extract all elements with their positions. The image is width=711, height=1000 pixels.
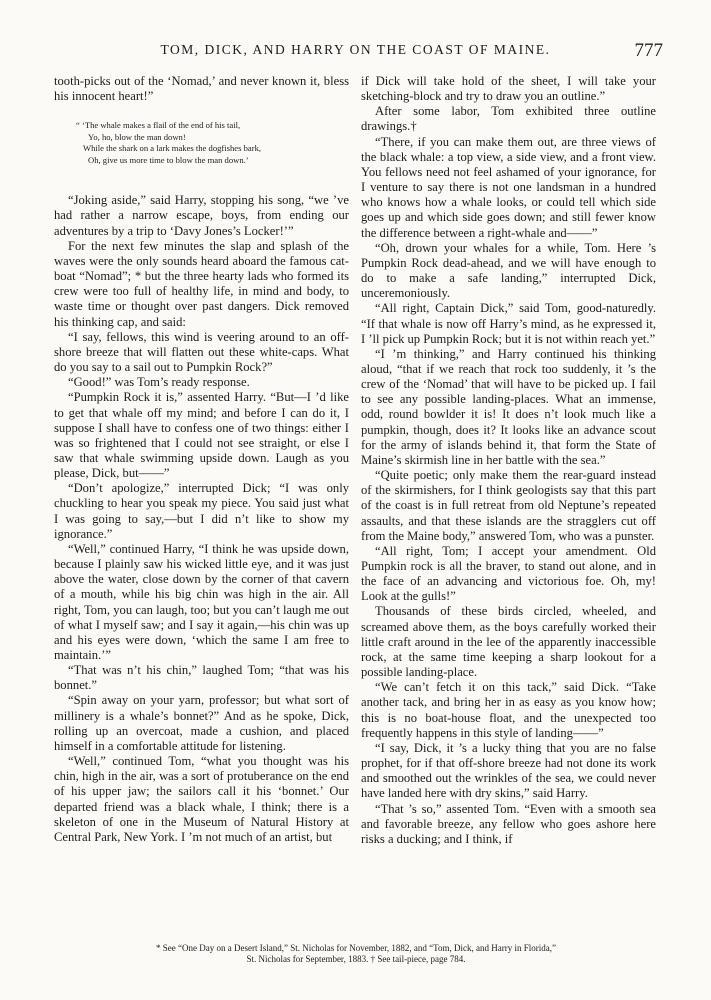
verse-line: While the shark on a lark makes the dogfishes bark, (83, 143, 262, 154)
paragraph: After some labor, Tom exhibited three outline drawings.† (361, 104, 656, 134)
verse-line: “ ‘The whale makes a flail of the end of his tail, (76, 120, 241, 131)
footnote-line: St. Nicholas for September, 1883. † See tail-piece, page 784. (246, 954, 466, 964)
paragraph: tooth-picks out of the ‘Nomad,’ and never known it, bless his innocent heart!” (54, 74, 349, 104)
paragraph: “Quite poetic; only make them the rear-guard instead of the skirmishers, for I think geologists say that this part of the coast is in full retreat from old Neptune’s repeated assaults, and that these islands are the stragglers cut off from the Maine body,” answered Tom, who was a punster. (361, 468, 656, 543)
song-verse (76, 120, 349, 166)
paragraph: “I ’m thinking,” and Harry continued his thinking aloud, “that if we reach that rock too suddenly, it ’s the crew of the ‘Nomad’ that will have to be picked up. I fail to see any possible landing-places. What an immense, odd, round bowlder it is! It does n’t look much like a pumpkin, though, does it? It looks like an advance scout for the army of islands behind it, that form the State of Maine’s skirmish line in her battle with the sea.” (361, 346, 656, 467)
paragraph: Thousands of these birds circled, wheeled, and screamed above them, as the boys carefully worked their little craft around in the lee of the apparently inaccessible rock, at the same time keeping a sharp lookout for a possible landing-place. (361, 604, 656, 680)
paragraph: “That ’s so,” assented Tom. “Even with a smooth sea and favorable breeze, any fellow who goes ashore here risks a ducking; and I think, if (361, 801, 656, 846)
paragraph: “We can’t fetch it on this tack,” said Dick. “Take another tack, and bring her in as easy as you know how; this is no boat-house float, and the unexpected too frequently happens in this style of landing——” (361, 680, 656, 740)
paragraph: For the next few minutes the slap and splash of the waves were the only sounds heard aboard the famous cat-boat “Nomad”; * but the three hearty lads who formed its crew were too full of healthy life, in mind and body, to waste time or thought over past dangers. Dick removed his thinking cap, and said: (54, 238, 349, 329)
paragraph: “Pumpkin Rock it is,” assented Harry. “But—I ’d like to get that whale off my mind; and before I can do it, I suppose I shall have to confess one of two things: either I was so frightened that I could not see straight, or else I saw that whale swimming upside down. Laugh as you please, Dick, but——” (54, 390, 349, 481)
footnotes (54, 943, 658, 965)
paragraph: “There, if you can make them out, are three views of the black whale: a top view, a side view, and a front view. You fellows need not feel ashamed of your ignorance, for I venture to say there is not one landsman in a hundred who knows how a whale looks, or could tell which side goes up and which side goes down; and still fewer know the difference between a right-whale and——” (361, 134, 656, 240)
paragraph: “Well,” continued Tom, “what you thought was his chin, high in the air, was a sort of protuberance on the end of his upper jaw; the sailors call it his ‘bonnet.’ Our departed friend was a black whale, I think; there is a skeleton of one in the Museum of Natural History at Central Park, New York. I ’m not much of an artist, but (54, 754, 349, 844)
paragraph: “Spin away on your yarn, professor; but what sort of millinery is a whale’s bonnet?” And as he spoke, Dick, rolling up an overcoat, made a cushion, and placed himself in a comfortable attitude for listening. (54, 693, 349, 753)
paragraph: “All right, Tom; I accept your amendment. Old Pumpkin rock is all the braver, to stand out alone, and in the face of an advancing and victorious foe. Oh, my! Look at the gulls!” (361, 543, 656, 604)
paragraph: “That was n’t his chin,” laughed Tom; “that was his bonnet.” (54, 663, 349, 693)
paragraph: “Well,” continued Harry, “I think he was upside down, because I plainly saw his wicked little eye, and it was just above the water, close down by the corner of that cavern of a mouth, while his big chin was high in the air. All right, Tom, you can laugh, too; but you can’t laugh me out of what I myself saw; and I say it again,—his chin was up and his eyes were down, ‘which the same I am free to maintain.’” (54, 541, 349, 662)
page-number: 777 (634, 40, 663, 61)
page-header (0, 40, 711, 70)
verse-line: Yo, ho, blow the man down! (88, 131, 186, 142)
paragraph: “I say, fellows, this wind is veering around to an off-shore breeze that will flatten out these white-caps. What do you say to a sail out to Pumpkin Rock?” (54, 329, 349, 375)
right-column (361, 74, 656, 847)
paragraph: “Don’t apologize,” interrupted Dick; “I was only chuckling to hear you speak my piece. You said just what I was going to say,—but I did n’t like to show my ignorance.” (54, 481, 349, 541)
footnote-line: * See “One Day on a Desert Island,” St. Nicholas for November, 1882, and “Tom, Dick, and Harry in Florida,” (156, 943, 556, 953)
paragraph: “I say, Dick, it ’s a lucky thing that you are no false prophet, for if that off-shore breeze had not done its work and smoothed out the wrinkles of the sea, we could never have landed here with dry skins,” said Harry. (361, 740, 656, 801)
paragraph: if Dick will take hold of the sheet, I will take your sketching-block and try to draw you an outline.” (361, 74, 656, 104)
verse-line: Oh, give us more time to blow the man down.’ (88, 154, 249, 165)
paragraph: “Oh, drown your whales for a while, Tom. Here ’s Pumpkin Rock dead-ahead, and we will have enough to do to make a safe landing,” interrupted Dick, unceremoniously. (361, 240, 656, 301)
left-column (54, 74, 349, 845)
paragraph: “Joking aside,” said Harry, stopping his song, “we ’ve had rather a narrow escape, boys, from ending our adventures by a trip to ‘Davy Jones’s Locker!’” (54, 193, 349, 238)
running-title: TOM, DICK, AND HARRY ON THE COAST OF MAINE. (160, 42, 551, 57)
paragraph: “Good!” was Tom’s ready response. (68, 375, 250, 390)
paragraph: “All right, Captain Dick,” said Tom, good-naturedly. “If that whale is now off Harry’s mind, as he expressed it, I ’ll pick up Pumpkin Rock; but it is not within reach yet.” (361, 301, 656, 346)
